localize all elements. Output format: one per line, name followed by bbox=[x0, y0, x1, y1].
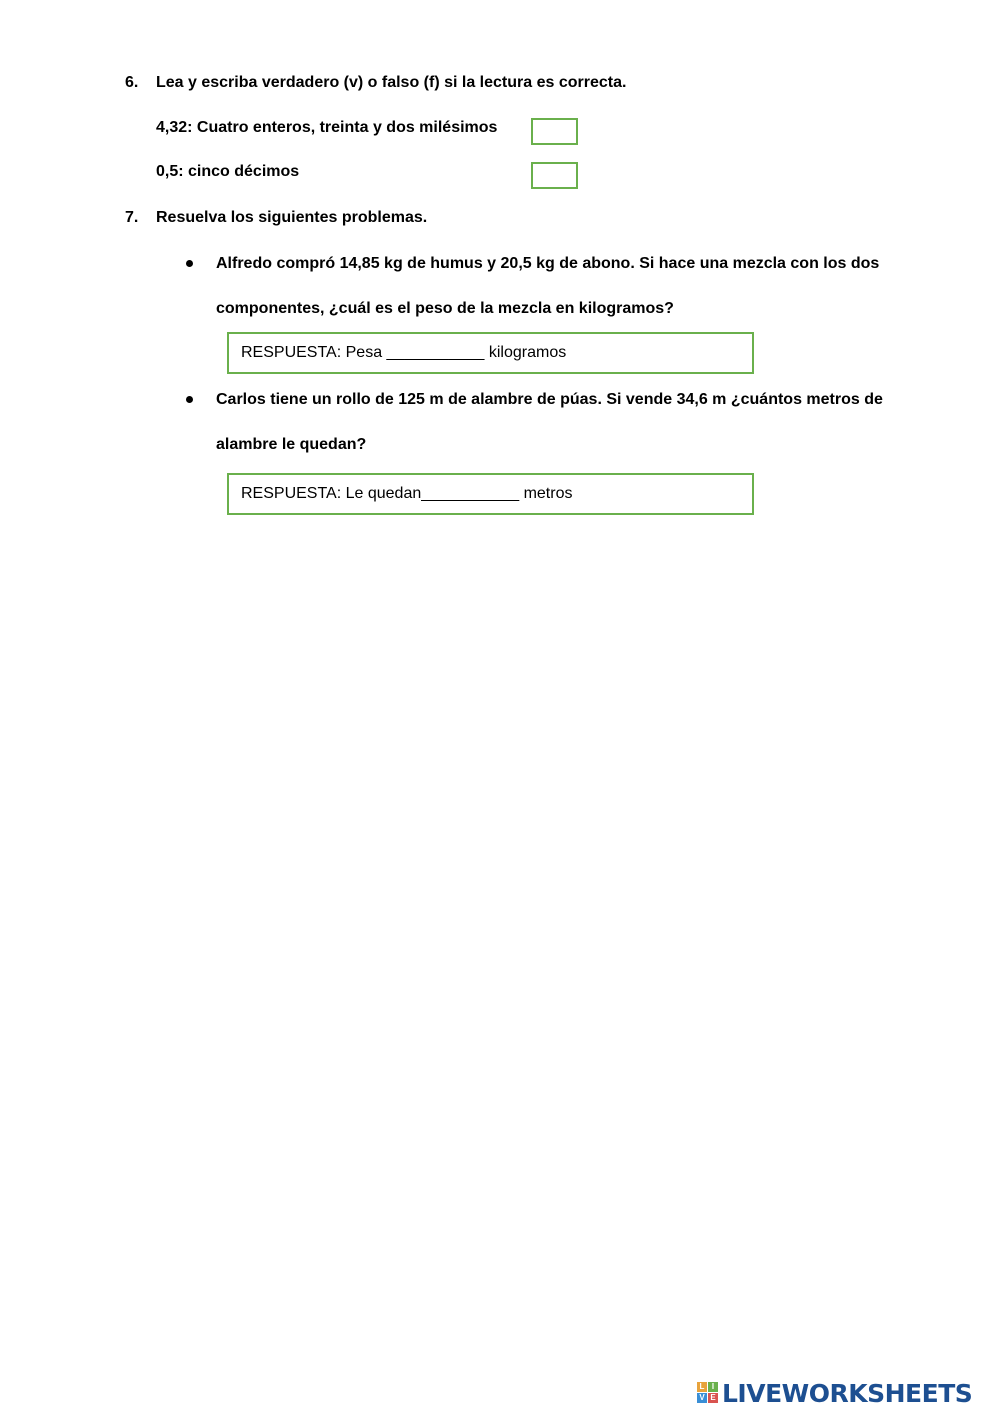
problem-1-answer-text: RESPUESTA: Pesa ___________ kilogramos bbox=[241, 344, 567, 361]
logo-text: LIVEWORKSHEETS bbox=[722, 1378, 973, 1408]
q6-item-2-text: 0,5: cinco décimos bbox=[156, 163, 300, 180]
problem-2-line-2: alambre le quedan? bbox=[216, 436, 367, 453]
problem-1-answer-box[interactable] bbox=[227, 332, 754, 374]
logo-mark-letter-e: E bbox=[708, 1393, 718, 1403]
problem-1-line-2: componentes, ¿cuál es el peso de la mezcla en kilogramos? bbox=[216, 300, 674, 317]
logo-mark-letter-v: V bbox=[697, 1393, 707, 1403]
question-6-prompt: Lea y escriba verdadero (v) o falso (f) si la lectura es correcta. bbox=[156, 74, 627, 91]
question-6-number: 6. bbox=[125, 74, 139, 91]
problem-1-line-1: Alfredo compró 14,85 kg de humus y 20,5 kg de abono. Si hace una mezcla con los dos bbox=[216, 255, 880, 272]
bullet-icon bbox=[186, 260, 193, 267]
q6-item-1-answer-box[interactable] bbox=[531, 118, 578, 145]
problem-2-answer-box[interactable] bbox=[227, 473, 754, 515]
problem-2-line-1: Carlos tiene un rollo de 125 m de alambre de púas. Si vende 34,6 m ¿cuántos metros de bbox=[216, 391, 883, 408]
bullet-icon bbox=[186, 396, 193, 403]
q6-item-2-answer-box[interactable] bbox=[531, 162, 578, 189]
problem-2-answer-text: RESPUESTA: Le quedan___________ metros bbox=[241, 485, 573, 502]
question-7-prompt: Resuelva los siguientes problemas. bbox=[156, 209, 428, 226]
question-7-number: 7. bbox=[125, 209, 139, 226]
logo-mark-letter-l: L bbox=[697, 1382, 707, 1392]
logo-mark-icon bbox=[697, 1382, 719, 1404]
liveworksheets-logo bbox=[697, 1378, 972, 1408]
q6-item-1-text: 4,32: Cuatro enteros, treinta y dos milésimos bbox=[156, 119, 498, 136]
logo-mark-letter-i: I bbox=[708, 1382, 718, 1392]
